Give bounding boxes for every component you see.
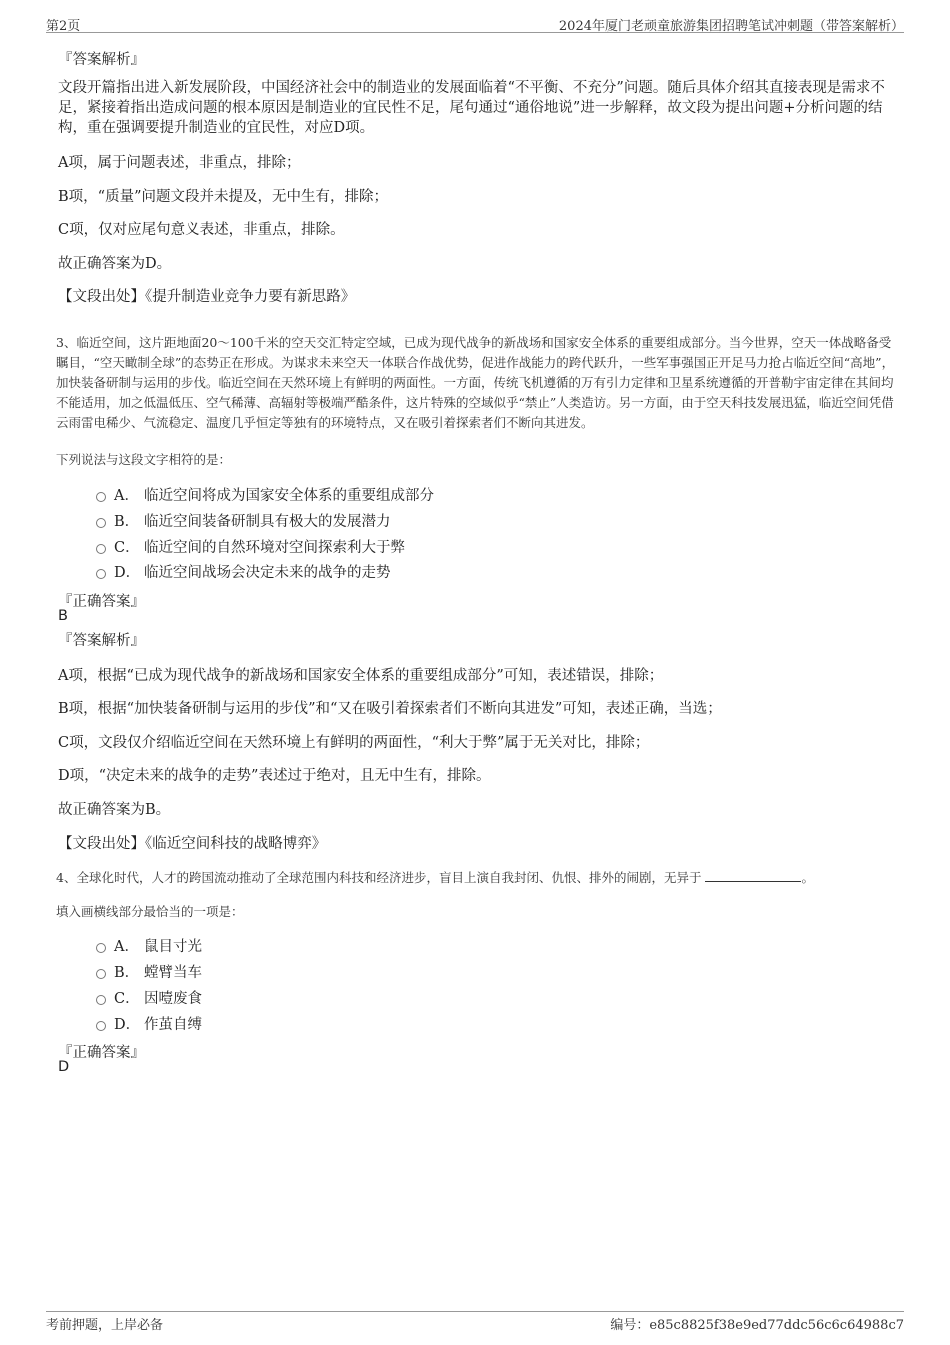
q4-answer: D	[58, 1059, 70, 1075]
q4-stem: 4、全球化时代，人才的跨国流动推动了全球范围内科技和经济进步，盲目上演自我封闭、仇恨、排外的闹剧，无异于 。	[56, 870, 814, 885]
q2-source: 【文段出处】《提升制造业竞争力要有新思路》	[58, 289, 356, 305]
q3-analysis-line-d: D项，“决定未来的战争的走势”表述过于绝对，且无中生有，排除。	[58, 768, 491, 784]
radio-icon[interactable]	[96, 1021, 106, 1031]
q4-option-a[interactable]: A． 鼠目寸光	[96, 935, 202, 955]
q3-option-a[interactable]: A． 临近空间将成为国家安全体系的重要组成部分	[96, 484, 434, 504]
q3-passage: 3、临近空间，这片距地面20～100千米的空天交汇特定空域，已成为现代战争的新战场和国家安全体系的重要组成部分。当今世界，空天一体战略备受瞩目，“空天瞰制全球”的态势正在形成。为谋求未来空天一体联合作战优势，促进作战能力的跨代跃升，一些军事强国正开足马力抢占临近空间“高地”，加快装备研制与运用的步伐。临近空间在天然环境上有鲜明的两面性。一方面，传统飞机遵循的万有引力定律和卫星系统遵循的开普勒宇宙定律在其间均不能适用，加之低温低压、空气稀薄、高辐射等极端严酷条件，这片特殊的空域似乎“禁止”人类造访。另一方面，由于空天科技发展迅猛，临近空间凭借云雨雷电稀少、气流稳定、温度几乎恒定等独有的环境特点，又在吸引着探索者们不断向其进发。	[56, 335, 895, 430]
q2-analysis-line-c: C项，仅对应尾句意义表述，非重点，排除。	[58, 222, 345, 238]
radio-icon[interactable]	[96, 518, 106, 528]
q3-option-c[interactable]: C． 临近空间的自然环境对空间探索利大于弊	[96, 536, 405, 556]
footer-divider	[46, 1311, 904, 1312]
radio-icon[interactable]	[96, 943, 106, 953]
q3-analysis-line-a: A项，根据“已成为现代战争的新战场和国家安全体系的重要组成部分”可知，表述错误，排除；	[58, 668, 664, 684]
q4-prompt: 填入画横线部分最恰当的一项是：	[56, 904, 244, 919]
footer-slogan: 考前押题，上岸必备	[46, 1318, 164, 1333]
q3-option-d[interactable]: D． 临近空间战场会决定未来的战争的走势	[96, 561, 391, 581]
radio-icon[interactable]	[96, 969, 106, 979]
q3-correct-answer-line: 故正确答案为B。	[58, 802, 171, 818]
radio-icon[interactable]	[96, 492, 106, 502]
q3-source: 【文段出处】《临近空间科技的战略博弈》	[58, 836, 327, 852]
q3-answer-label: 『正确答案』	[58, 594, 145, 610]
q4-answer-label: 『正确答案』	[58, 1045, 145, 1061]
q3-analysis-line-c: C项，文段仅介绍临近空间在天然环境上有鲜明的两面性，“利大于弊”属于无关对比，排除；	[58, 735, 650, 751]
q2-analysis-line-a: A项，属于问题表述，非重点，排除；	[58, 155, 301, 171]
q2-analysis-line-b: B项，“质量”问题文段并未提及，无中生有，排除；	[58, 189, 388, 205]
q3-analysis-label: 『答案解析』	[58, 633, 145, 649]
q3-analysis-line-b: B项，根据“加快装备研制与运用的步伐”和“又在吸引着探索者们不断向其进发”可知，表述正确，当选；	[58, 701, 722, 717]
radio-icon[interactable]	[96, 995, 106, 1005]
page-number: 第2页	[46, 19, 81, 34]
q2-analysis-text: 文段开篇指出进入新发展阶段，中国经济社会中的制造业的发展面临着“不平衡、不充分”问题。随后具体介绍其直接表现是需求不足，紧接着指出造成问题的根本原因是制造业的宜民性不足，尾句通过“通俗地说”进一步解释，故文段为提出问题+分析问题的结构，重在强调要提升制造业的宜民性，对应D项。	[58, 80, 885, 136]
q2-correct-answer-line: 故正确答案为D。	[58, 256, 172, 272]
q4-option-d[interactable]: D． 作茧自缚	[96, 1013, 202, 1033]
document-id: 编号：e85c8825f38e9ed77ddc56c6c64988c7	[610, 1318, 904, 1333]
q4-option-b[interactable]: B． 螳臂当车	[96, 961, 202, 981]
q3-answer: B	[58, 608, 68, 624]
q3-option-b[interactable]: B． 临近空间装备研制具有极大的发展潜力	[96, 510, 391, 530]
answer-blank	[705, 869, 801, 882]
radio-icon[interactable]	[96, 569, 106, 579]
document-title: 2024年厦门老顽童旅游集团招聘笔试冲刺题（带答案解析）	[558, 19, 904, 34]
q4-option-c[interactable]: C． 因噎废食	[96, 987, 202, 1007]
header-divider	[46, 32, 904, 33]
radio-icon[interactable]	[96, 544, 106, 554]
q3-prompt: 下列说法与这段文字相符的是：	[56, 452, 232, 467]
q2-analysis-label: 『答案解析』	[58, 52, 145, 68]
